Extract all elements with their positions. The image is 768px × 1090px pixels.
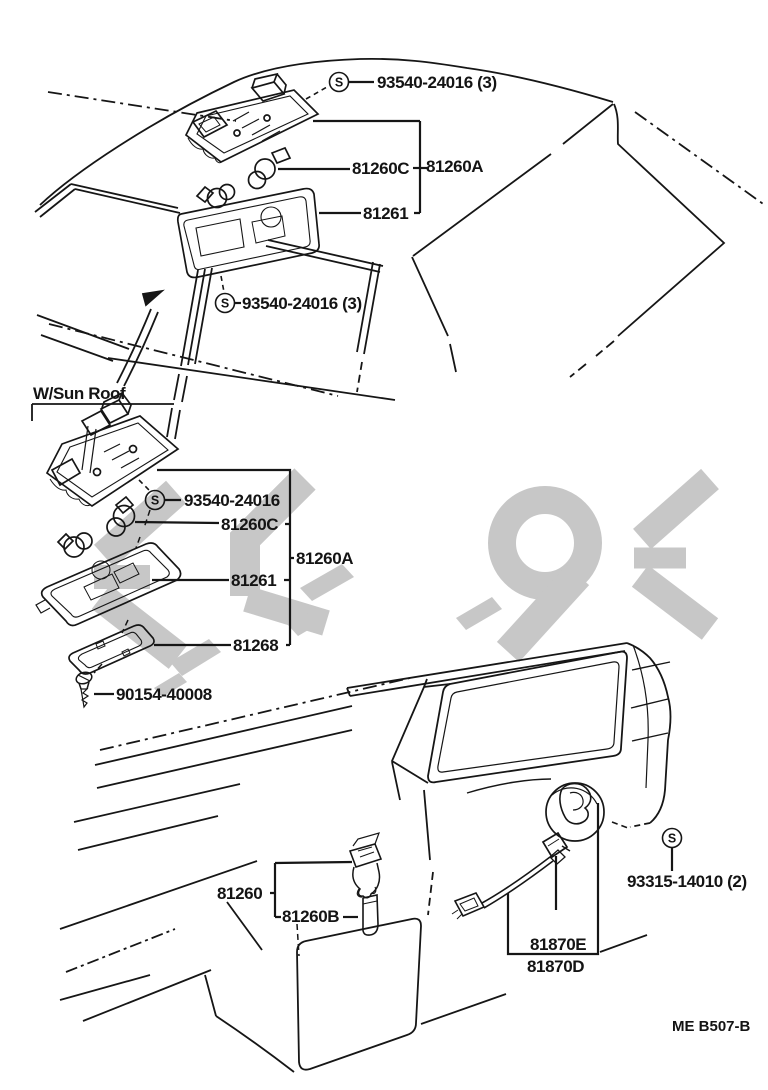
roof-callout-leaders [221, 82, 427, 303]
callout-81870D: 81870D [527, 957, 585, 976]
roof-outline [35, 59, 766, 439]
glove-box-door [297, 919, 421, 1070]
callout-81268-sunroof: 81268 [233, 636, 279, 655]
ignition-key-cylinder [543, 783, 604, 857]
wm-slashes [154, 564, 502, 697]
roof-rail [35, 184, 180, 217]
glove-box-lamp-socket [350, 833, 381, 898]
s-symbol-label: S [667, 831, 677, 846]
callout-93315-14010: 93315-14010 (2) [627, 872, 747, 891]
wm-glyph-e2 [642, 479, 710, 539]
callout-81260C-sunroof: 81260C [221, 515, 279, 534]
callout-81260A-roof: 81260A [426, 157, 484, 176]
lens-81261-roof [178, 189, 319, 278]
callout-93540-24016-sunroof: 93540-24016 [184, 491, 280, 510]
callout-81260A-sunroof: 81260A [296, 549, 354, 568]
instrument-cluster-opening [392, 652, 627, 800]
s-symbol-label: S [334, 75, 344, 90]
callout-81261-roof: 81261 [363, 204, 409, 223]
panel-callout-leaders [270, 803, 672, 954]
callout-81261-sunroof: 81261 [231, 571, 277, 590]
instrument-panel-outline [60, 643, 671, 1072]
callout-81870E: 81870E [530, 935, 587, 954]
beltline [108, 358, 395, 400]
bulb-sunroof-second [58, 533, 92, 557]
roof-front-edge [40, 59, 613, 205]
variant-note: W/Sun Roof [33, 384, 126, 403]
windshield-header [37, 315, 129, 361]
dome-lamp-assembly [186, 74, 318, 163]
callout-93540-24016-roof-2: 93540-24016 (3) [242, 294, 362, 313]
callout-93540-24016-roof: 93540-24016 (3) [377, 73, 497, 92]
screw-90154-40008 [75, 670, 94, 707]
arrow-head-icon [143, 291, 162, 305]
quarter-pillar [614, 104, 724, 336]
figure-code: ME B507-B [672, 1018, 751, 1035]
sunroof-pointer-arrow [117, 291, 162, 386]
watermark-logo [94, 479, 710, 697]
callout-81260C-roof: 81260C [352, 159, 410, 178]
s-symbol-label: S [220, 296, 230, 311]
callout-81260: 81260 [217, 884, 263, 903]
s-symbol-label: S [150, 493, 160, 508]
callout-81260B: 81260B [282, 907, 340, 926]
rear-window-edge [413, 104, 613, 256]
roof-centerline [48, 92, 236, 121]
callout-90154-40008: 90154-40008 [116, 685, 212, 704]
